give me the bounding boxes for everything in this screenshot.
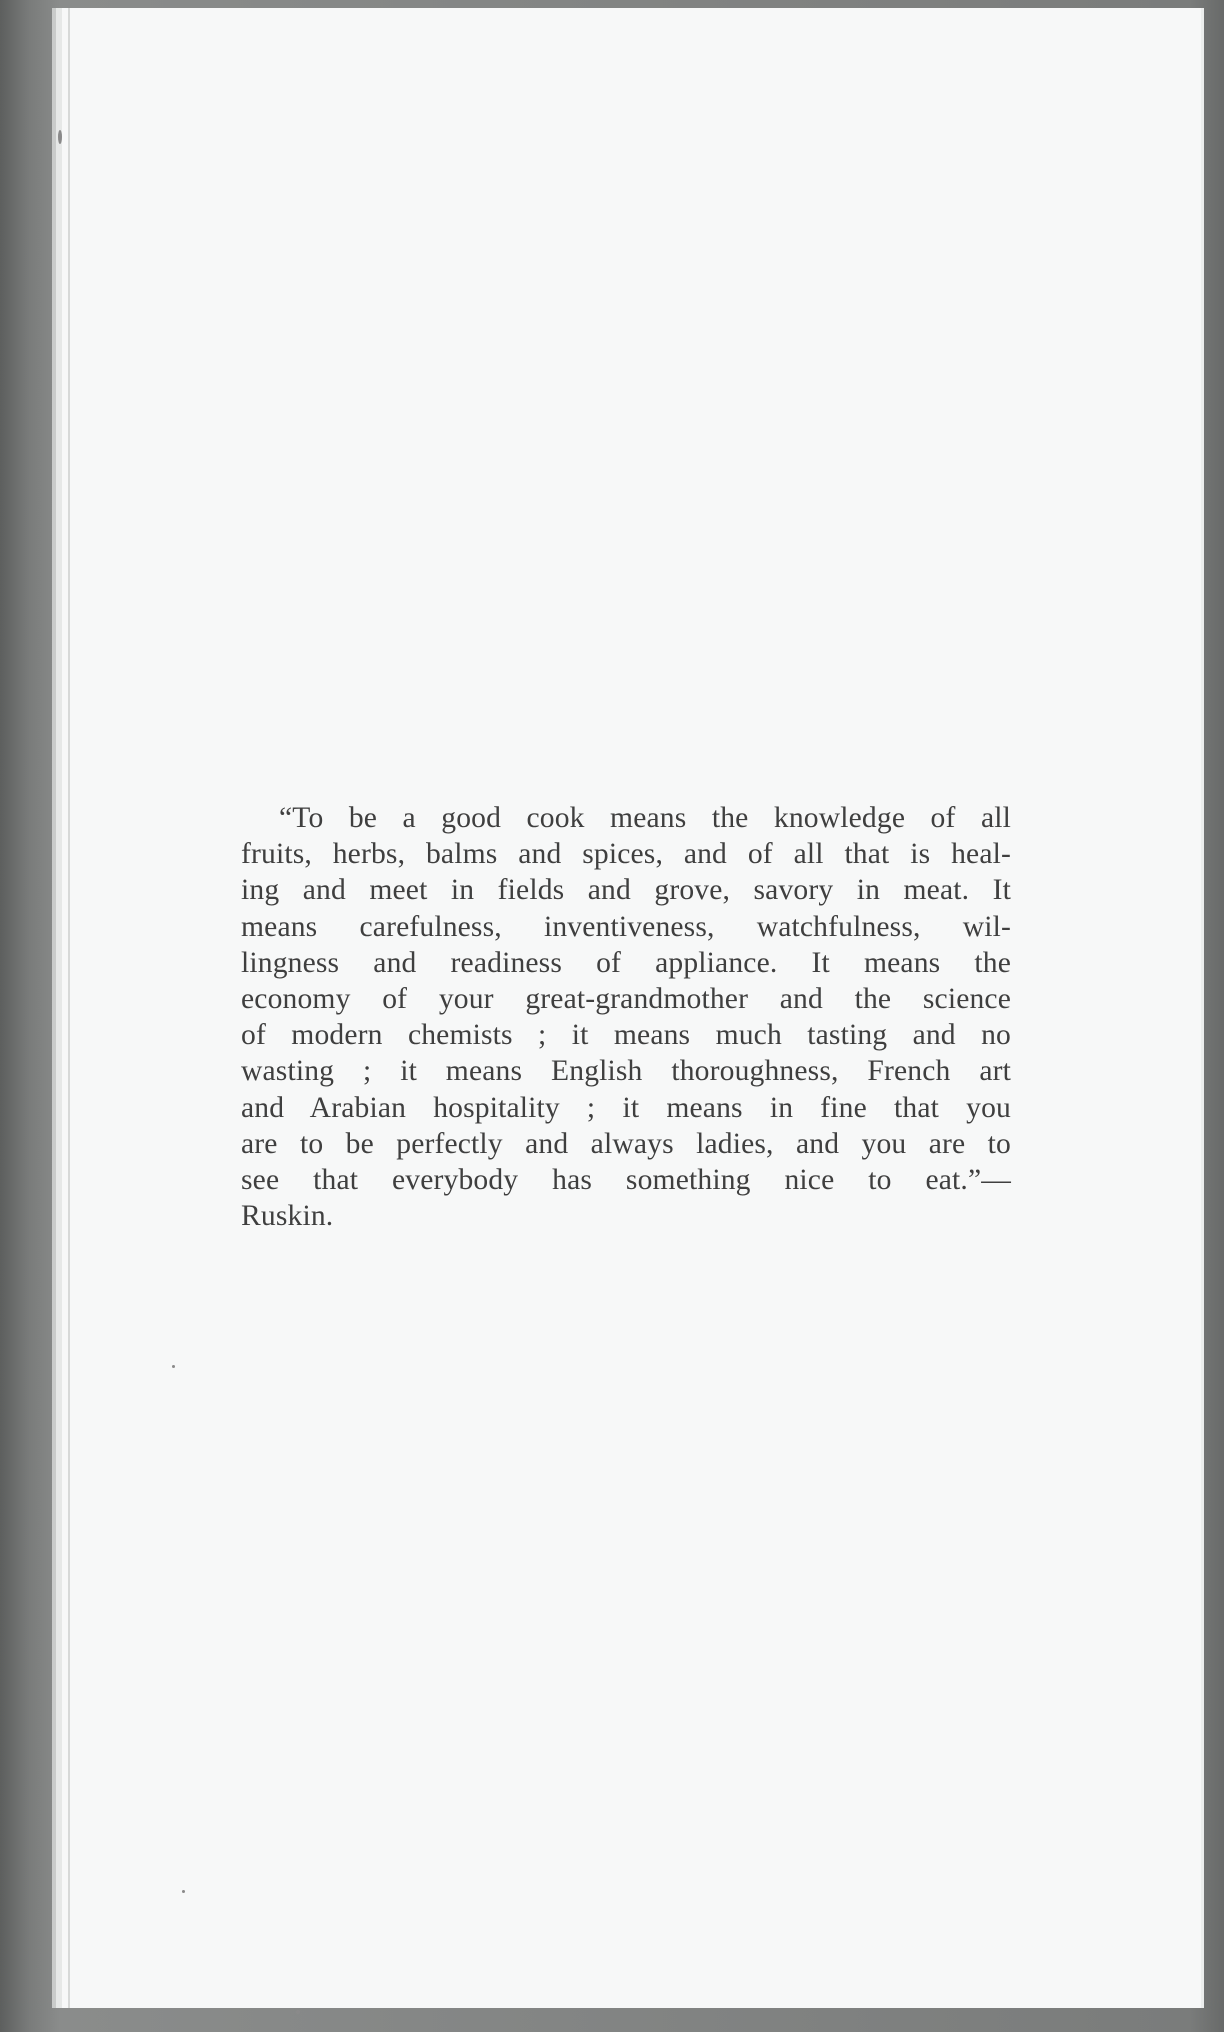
quote-line: lingness and readiness of appliance. It means the xyxy=(241,946,1011,979)
quote-line: see that everybody has something nice to eat.”— xyxy=(241,1164,1011,1197)
ruskin-quote xyxy=(241,800,1011,1234)
quote-line: “To be a good cook means the knowledge of all xyxy=(279,802,1011,834)
quote-line: fruits, herbs, balms and spices, and of all that is heal- xyxy=(241,838,1011,871)
dust-speck xyxy=(182,1890,185,1893)
dust-speck xyxy=(296,2010,300,2014)
quote-line: and Arabian hospitality ; it means in fine that you xyxy=(241,1091,1011,1124)
quote-line: ing and meet in fields and grove, savory in meat. It xyxy=(241,874,1011,907)
quote-line: of modern chemists ; it means much tasting and no xyxy=(241,1019,1011,1052)
quote-line: means carefulness, inventiveness, watchfulness, wil- xyxy=(241,910,1011,943)
quote-line: wasting ; it means English thoroughness, French art xyxy=(241,1055,1011,1088)
quote-line: economy of your great-grandmother and the science xyxy=(241,983,1011,1016)
quote-line: are to be perfectly and always ladies, and you are to xyxy=(241,1127,1011,1160)
dust-speck xyxy=(58,130,62,144)
dust-speck xyxy=(172,1365,175,1368)
quote-attribution: Ruskin. xyxy=(241,1200,334,1233)
page-gutter-edge xyxy=(68,8,70,2008)
